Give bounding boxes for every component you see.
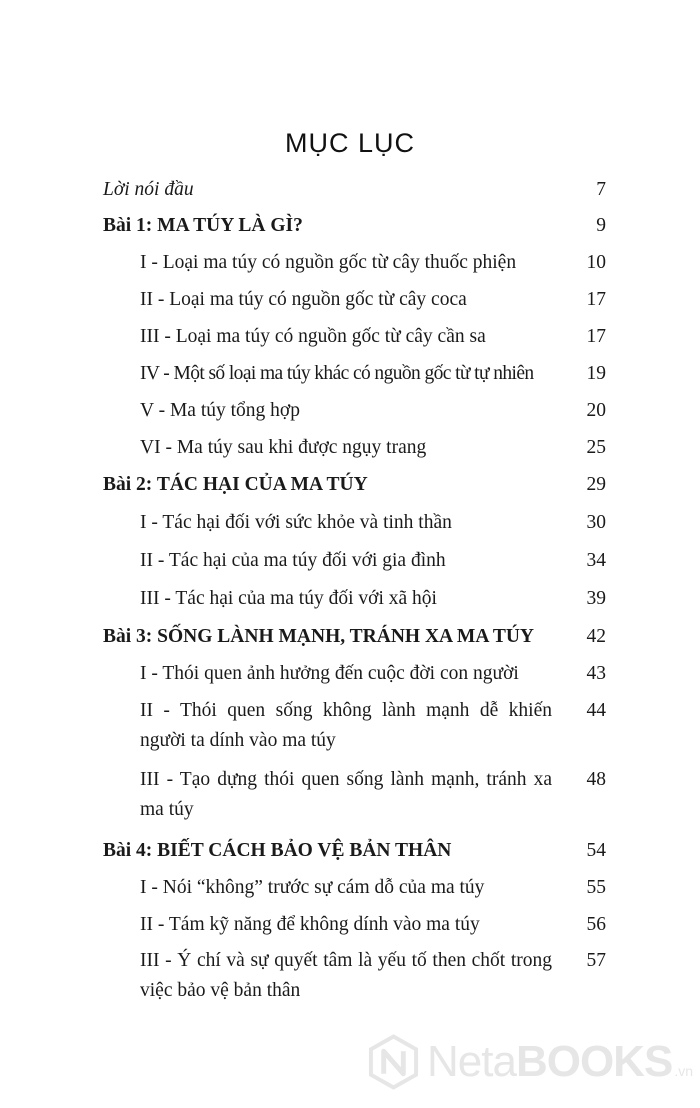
toc-entry-page: 43 xyxy=(586,663,606,684)
toc-entry-title: II - Thói quen sống không lành mạnh dễ khiến người ta dính vào ma túy xyxy=(140,700,552,751)
toc-entry-page: 25 xyxy=(586,437,606,458)
toc-entry-title: II - Loại ma túy có nguồn gốc từ cây coca xyxy=(140,289,467,310)
toc-entry-page: 48 xyxy=(586,769,606,790)
toc-entry-page: 56 xyxy=(586,914,606,935)
watermark-brand: NetaBOOKS xyxy=(427,1037,673,1086)
toc-entry-page: 34 xyxy=(586,550,606,571)
toc-entry-title: I - Loại ma túy có nguồn gốc từ cây thuốc phiện xyxy=(140,252,517,273)
toc-entry-page: 20 xyxy=(586,400,606,421)
toc-entry-title: I - Nói “không” trước sự cám dỗ của ma túy xyxy=(140,877,485,898)
toc-entry-title: III - Tác hại của ma túy đối với xã hội xyxy=(140,588,437,609)
toc-entry-title: Bài 4: BIẾT CÁCH BẢO VỆ BẢN THÂN xyxy=(103,840,452,861)
toc-entry-title: II - Tác hại của ma túy đối với gia đình xyxy=(140,550,446,571)
toc-entry-page: 9 xyxy=(596,215,606,236)
toc-entry-page: 57 xyxy=(586,950,606,971)
toc-entry-page: 54 xyxy=(586,840,606,861)
toc-entry-title: Bài 1: MA TÚY LÀ GÌ? xyxy=(103,215,303,236)
toc-entry-title: Bài 3: SỐNG LÀNH MẠNH, TRÁNH XA MA TÚY xyxy=(103,626,535,647)
toc-entry-title: V - Ma túy tổng hợp xyxy=(140,400,300,421)
toc-entry-page: 42 xyxy=(586,626,606,647)
toc-entry-page: 10 xyxy=(586,252,606,273)
netabooks-logo-icon xyxy=(368,1034,419,1090)
toc-entry-page: 17 xyxy=(586,326,606,347)
toc-entry-title: II - Tám kỹ năng để không dính vào ma túy xyxy=(140,914,480,935)
toc-entry-title: III - Loại ma túy có nguồn gốc từ cây cần sa xyxy=(140,326,486,347)
toc-entry-page: 55 xyxy=(586,877,606,898)
toc-entry-title: Lời nói đầu xyxy=(103,179,194,200)
page-title: MỤC LỤC xyxy=(284,128,415,158)
toc-entry-page: 19 xyxy=(586,363,606,384)
toc-entry-page: 29 xyxy=(586,474,606,495)
toc-entry-title: III - Tạo dựng thói quen sống lành mạnh, tránh xa ma túy xyxy=(140,769,552,820)
toc-entry-title: III - Ý chí và sự quyết tâm là yếu tố then chốt trong việc bảo vệ bản thân xyxy=(140,950,552,1001)
watermark-suffix: .vn xyxy=(674,1063,693,1079)
toc-entry-title: VI - Ma túy sau khi được ngụy trang xyxy=(140,437,427,458)
toc-entry-page: 39 xyxy=(586,588,606,609)
watermark xyxy=(368,1030,693,1094)
toc-entry-title: IV - Một số loại ma túy khác có nguồn gốc từ tự nhiên xyxy=(140,363,534,384)
toc-entry-page: 44 xyxy=(586,700,606,721)
toc-entry-page: 17 xyxy=(586,289,606,310)
toc-entry-page: 30 xyxy=(586,512,606,533)
toc-entry-title: I - Tác hại đối với sức khỏe và tinh thần xyxy=(140,512,452,533)
toc-entry-title: Bài 2: TÁC HẠI CỦA MA TÚY xyxy=(103,474,368,495)
toc-entry-page: 7 xyxy=(596,179,606,200)
toc-entry-title: I - Thói quen ảnh hưởng đến cuộc đời con người xyxy=(140,663,519,684)
